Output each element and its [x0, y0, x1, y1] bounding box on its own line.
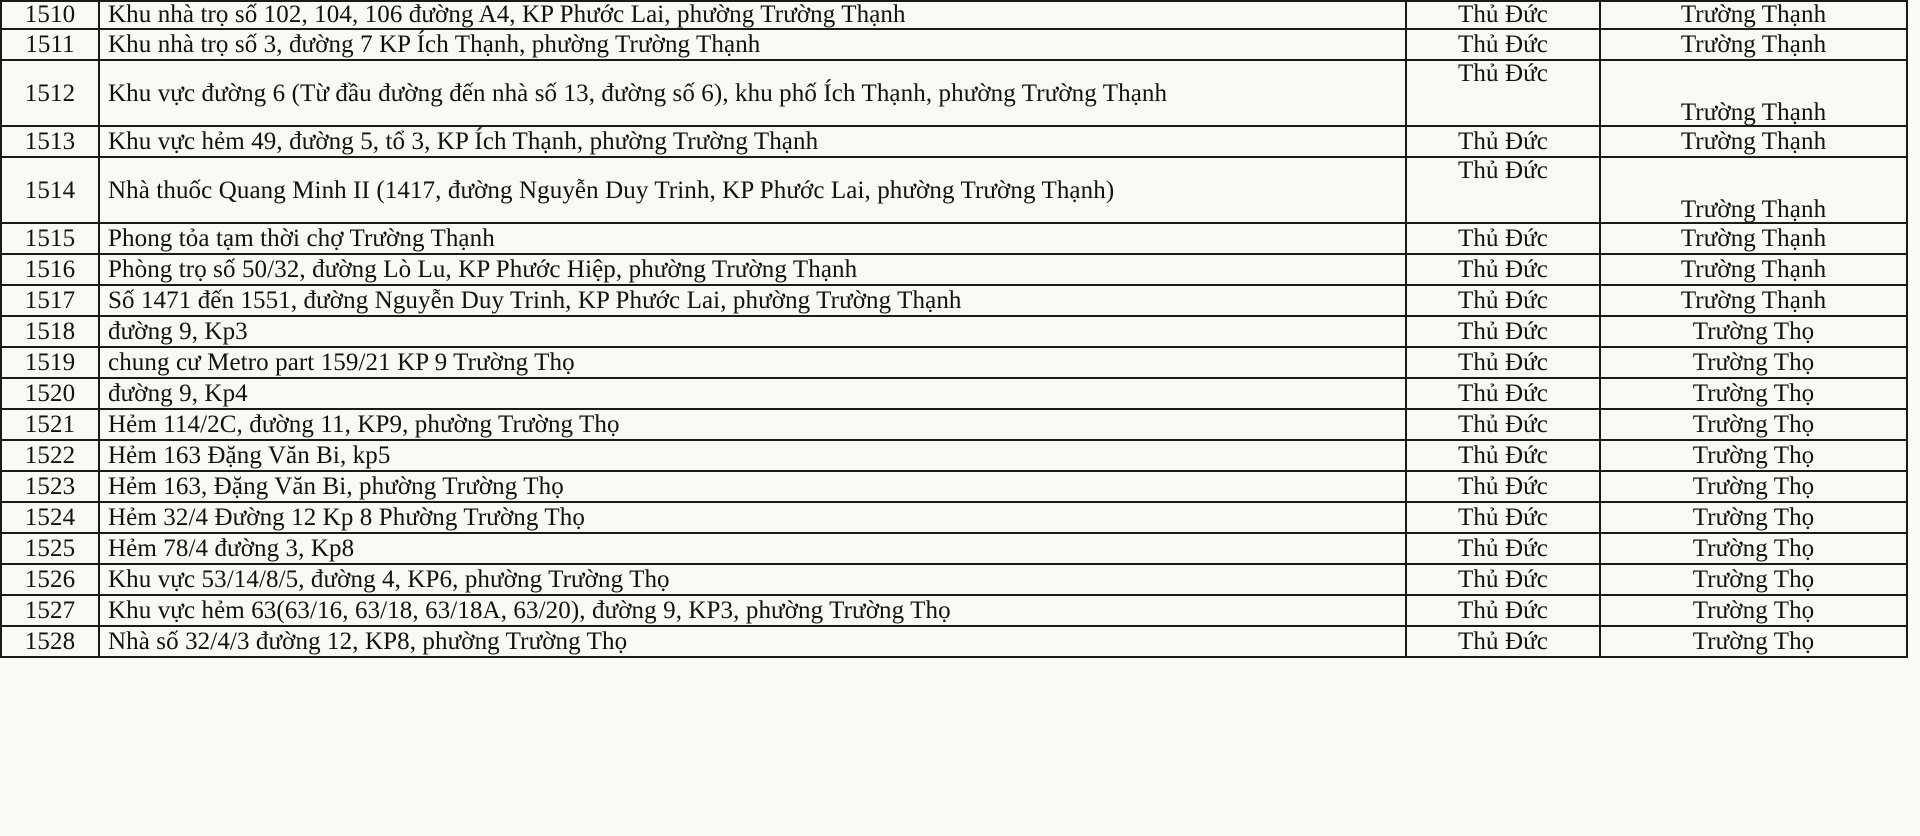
- district-cell: Thủ Đức: [1406, 157, 1600, 223]
- table-row: [1, 409, 1907, 440]
- table-row: [1, 157, 1907, 223]
- location-cell: Phong tỏa tạm thời chợ Trường Thạnh: [99, 223, 1406, 254]
- table-row: [1, 316, 1907, 347]
- row-number: 1528: [1, 626, 99, 657]
- table-row: [1, 502, 1907, 533]
- district-cell: Thủ Đức: [1406, 626, 1600, 657]
- ward-cell: Trường Thọ: [1600, 316, 1907, 347]
- district-cell: Thủ Đức: [1406, 595, 1600, 626]
- ward-cell: Trường Thọ: [1600, 626, 1907, 657]
- row-number: 1523: [1, 471, 99, 502]
- location-cell: Hẻm 114/2C, đường 11, KP9, phường Trường Thọ: [99, 409, 1406, 440]
- table-row: [1, 60, 1907, 126]
- location-cell: Khu nhà trọ số 102, 104, 106 đường A4, KP Phước Lai, phường Trường Thạnh: [99, 1, 1406, 29]
- table-row: [1, 285, 1907, 316]
- location-cell: Phòng trọ số 50/32, đường Lò Lu, KP Phước Hiệp, phường Trường Thạnh: [99, 254, 1406, 285]
- row-number: 1521: [1, 409, 99, 440]
- row-number: 1527: [1, 595, 99, 626]
- table-row: [1, 378, 1907, 409]
- row-number: 1516: [1, 254, 99, 285]
- location-cell: Khu vực 53/14/8/5, đường 4, KP6, phường Trường Thọ: [99, 564, 1406, 595]
- row-number: 1517: [1, 285, 99, 316]
- location-cell: Số 1471 đến 1551, đường Nguyễn Duy Trinh, KP Phước Lai, phường Trường Thạnh: [99, 285, 1406, 316]
- table-row: [1, 626, 1907, 657]
- location-cell: Hẻm 32/4 Đường 12 Kp 8 Phường Trường Thọ: [99, 502, 1406, 533]
- ward-cell: Trường Thạnh: [1600, 223, 1907, 254]
- district-cell: Thủ Đức: [1406, 347, 1600, 378]
- district-cell: Thủ Đức: [1406, 1, 1600, 29]
- location-cell: Khu vực hẻm 49, đường 5, tổ 3, KP Ích Thạnh, phường Trường Thạnh: [99, 126, 1406, 157]
- table-row: [1, 564, 1907, 595]
- ward-cell: Trường Thọ: [1600, 409, 1907, 440]
- row-number: 1522: [1, 440, 99, 471]
- district-cell: Thủ Đức: [1406, 409, 1600, 440]
- district-cell: Thủ Đức: [1406, 285, 1600, 316]
- row-number: 1514: [1, 157, 99, 223]
- row-number: 1518: [1, 316, 99, 347]
- table-row: [1, 533, 1907, 564]
- table-row: [1, 440, 1907, 471]
- ward-cell: Trường Thọ: [1600, 471, 1907, 502]
- ward-cell: Trường Thọ: [1600, 502, 1907, 533]
- row-number: 1520: [1, 378, 99, 409]
- location-cell: Khu nhà trọ số 3, đường 7 KP Ích Thạnh, phường Trường Thạnh: [99, 29, 1406, 60]
- table-row: [1, 1, 1907, 29]
- ward-cell: Trường Thạnh: [1600, 1, 1907, 29]
- ward-cell: Trường Thọ: [1600, 378, 1907, 409]
- row-number: 1526: [1, 564, 99, 595]
- district-cell: Thủ Đức: [1406, 254, 1600, 285]
- ward-cell: Trường Thạnh: [1600, 29, 1907, 60]
- location-cell: chung cư Metro part 159/21 KP 9 Trường Thọ: [99, 347, 1406, 378]
- location-cell: Hẻm 78/4 đường 3, Kp8: [99, 533, 1406, 564]
- district-cell: Thủ Đức: [1406, 316, 1600, 347]
- district-cell: Thủ Đức: [1406, 502, 1600, 533]
- ward-cell: Trường Thạnh: [1600, 285, 1907, 316]
- ward-cell: Trường Thạnh: [1600, 60, 1907, 126]
- row-number: 1525: [1, 533, 99, 564]
- ward-cell: Trường Thọ: [1600, 533, 1907, 564]
- district-cell: Thủ Đức: [1406, 223, 1600, 254]
- row-number: 1513: [1, 126, 99, 157]
- ward-cell: Trường Thọ: [1600, 347, 1907, 378]
- district-cell: Thủ Đức: [1406, 378, 1600, 409]
- district-cell: Thủ Đức: [1406, 533, 1600, 564]
- location-cell: Nhà thuốc Quang Minh II (1417, đường Nguyễn Duy Trinh, KP Phước Lai, phường Trường Thạnh): [99, 157, 1406, 223]
- location-cell: Nhà số 32/4/3 đường 12, KP8, phường Trường Thọ: [99, 626, 1406, 657]
- row-number: 1524: [1, 502, 99, 533]
- location-cell: đường 9, Kp3: [99, 316, 1406, 347]
- location-cell: Khu vực hẻm 63(63/16, 63/18, 63/18A, 63/20), đường 9, KP3, phường Trường Thọ: [99, 595, 1406, 626]
- row-number: 1519: [1, 347, 99, 378]
- table-row: [1, 254, 1907, 285]
- row-number: 1512: [1, 60, 99, 126]
- row-number: 1511: [1, 29, 99, 60]
- district-cell: Thủ Đức: [1406, 564, 1600, 595]
- table-row: [1, 347, 1907, 378]
- table-row: [1, 595, 1907, 626]
- location-cell: Khu vực đường 6 (Từ đầu đường đến nhà số 13, đường số 6), khu phố Ích Thạnh, phường Trường Thạnh: [99, 60, 1406, 126]
- ward-cell: Trường Thọ: [1600, 595, 1907, 626]
- ward-cell: Trường Thạnh: [1600, 157, 1907, 223]
- ward-cell: Trường Thọ: [1600, 440, 1907, 471]
- ward-cell: Trường Thạnh: [1600, 126, 1907, 157]
- district-cell: Thủ Đức: [1406, 440, 1600, 471]
- district-cell: Thủ Đức: [1406, 60, 1600, 126]
- table-row: [1, 126, 1907, 157]
- ward-cell: Trường Thạnh: [1600, 254, 1907, 285]
- district-cell: Thủ Đức: [1406, 471, 1600, 502]
- district-cell: Thủ Đức: [1406, 126, 1600, 157]
- location-cell: Hẻm 163 Đặng Văn Bi, kp5: [99, 440, 1406, 471]
- row-number: 1510: [1, 1, 99, 29]
- district-cell: Thủ Đức: [1406, 29, 1600, 60]
- table-row: [1, 29, 1907, 60]
- location-cell: đường 9, Kp4: [99, 378, 1406, 409]
- row-number: 1515: [1, 223, 99, 254]
- table-row: [1, 223, 1907, 254]
- ward-cell: Trường Thọ: [1600, 564, 1907, 595]
- location-cell: Hẻm 163, Đặng Văn Bi, phường Trường Thọ: [99, 471, 1406, 502]
- table-row: [1, 471, 1907, 502]
